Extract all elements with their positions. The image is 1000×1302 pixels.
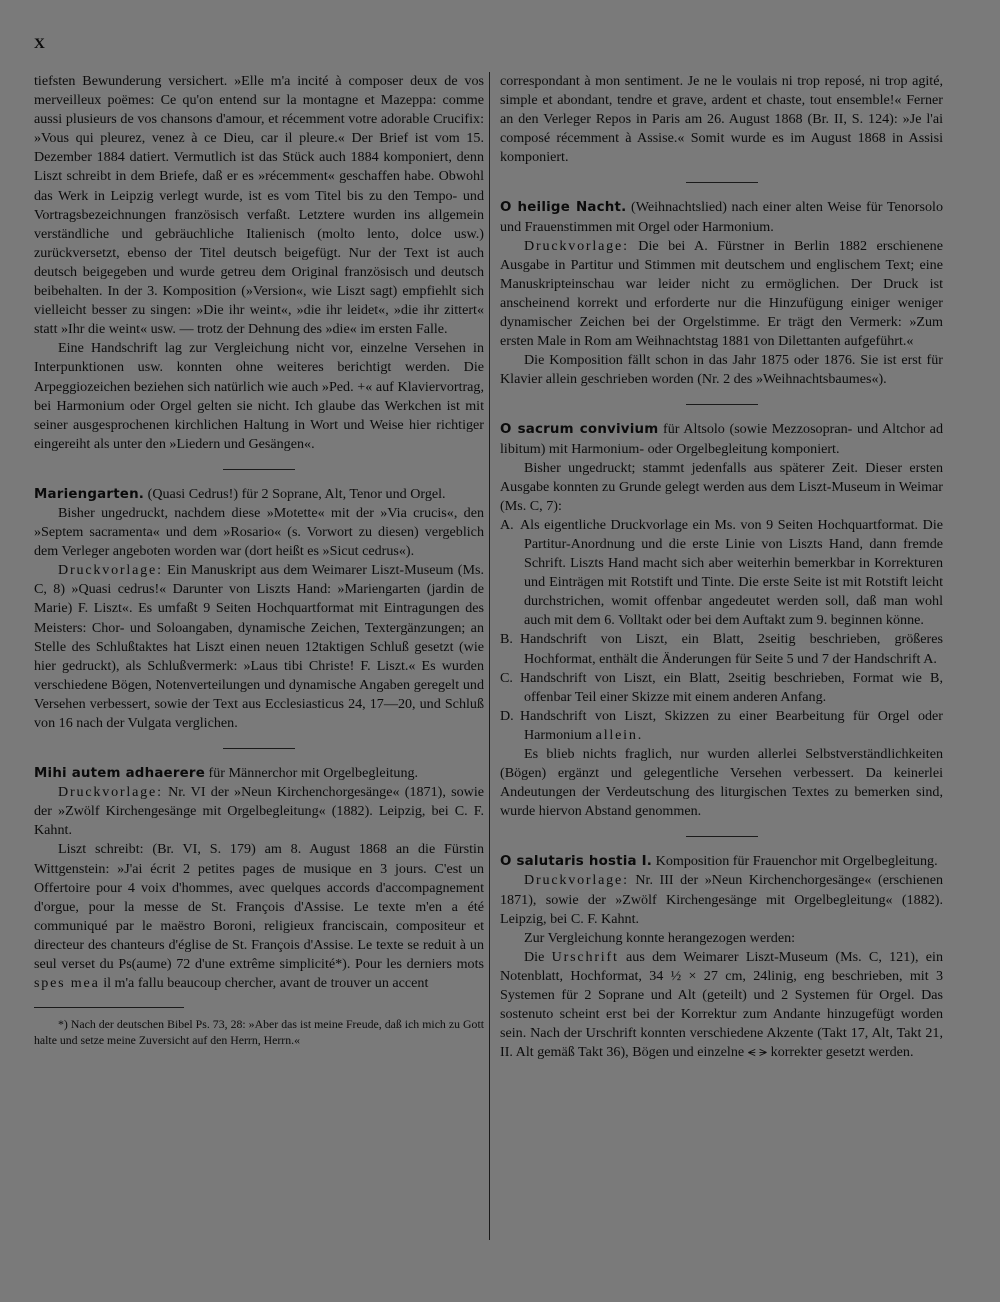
paragraph-sacrum-intro: Bisher ungedruckt; stammt jedenfalls aus späterer Zeit. Dieser ersten Ausgabe konnten zu Grunde gelegt werden aus dem Liszt-Museum in Weimar (Ms. C, 7): bbox=[500, 459, 943, 514]
section-separator bbox=[223, 748, 295, 749]
column-divider bbox=[489, 72, 490, 1240]
list-item-text: Handschrift von Liszt, Skizzen zu einer Bearbeitung für Orgel oder Harmonium bbox=[520, 707, 943, 743]
text-fragment: Die bbox=[524, 948, 545, 965]
list-item-label: D. bbox=[500, 707, 514, 724]
list-item bbox=[500, 669, 943, 707]
druckvorlage-text: Nr. III der »Neun Kirchenchorgesänge« (erschienen 1871), sowie der »Zwölf Kirchengesänge mit Orgelbegleitung« (1882). Leipzig, bei C. F. Kahnt. bbox=[500, 872, 943, 927]
list-item-text: Handschrift von Liszt, ein Blatt, 2seitig beschrieben, Format wie B, offenbar Teil einer Skizze mit einem anderen Anfang. bbox=[520, 669, 943, 705]
paragraph-crucifix-continued: tiefsten Bewunderung versichert. »Elle m'a incité à composer deux de vos merveilleux poëmes: Ce qu'on entend sur la montagne et Mazeppa: comme aussi plusieurs de vos chansons d'amour, et récemment votre adorable Crucifix: »Vous qui pleurez, venez à ce Dieu, car il pleure.« Der Brief ist vom 15. Dezember 1884 datiert. Vermutlich ist das Stück auch 1884 komponiert, denn Liszt schreibt in dem Briefe, daß er es »récemment« geschaffen habe. Obwohl das Werk in Leipzig verlegt wurde, ist es vom Titel bis zu den Tempo- und Vortragsbezeichnungen französisch verfaßt. Letztere wurden ins allgemein verständliche und gebräuchliche Italienisch (molto lento, dolce usw.) zurückversetzt, ebenso der Titel deutsch beigefügt. Nur der Text ist auch deutsch beigegeben und wurde getreu dem Original französisch und deutsch beibehalten. In der 3. Komposition (»Version«, wie Liszt sagt) empfiehlt sich vielleicht besser zu singen: »Die ihr weint«, »die ihr leidet«, »die ihr zittert« statt »Ihr die weint« usw. — trotz der Dehnung des »die« im ersten Falle. bbox=[34, 73, 484, 338]
entry-description: für Männerchor mit Orgelbegleitung. bbox=[208, 765, 419, 782]
spaced-words: Urschrift bbox=[551, 948, 619, 965]
entry-heading: O sacrum convivium bbox=[500, 422, 659, 438]
paragraph-mihi-letter bbox=[34, 840, 484, 993]
entry-description: (Quasi Cedrus!) für 2 Soprane, Alt, Tenor und Orgel. bbox=[147, 485, 446, 502]
section-separator bbox=[686, 182, 758, 183]
entry-mariengarten-title bbox=[10, 485, 484, 504]
list-item bbox=[500, 516, 943, 631]
spaced-words: allein. bbox=[595, 726, 644, 743]
section-separator bbox=[686, 404, 758, 405]
list-item bbox=[500, 707, 943, 745]
entry-salutaris-title bbox=[476, 852, 943, 871]
source-list bbox=[500, 516, 943, 745]
letter-text-end: il m'a fallu beaucoup chercher, avant de trouver un accent bbox=[103, 975, 429, 992]
footnote-rule bbox=[34, 1007, 184, 1008]
druckvorlage-label: Druckvorlage: bbox=[524, 872, 629, 889]
druckvorlage-label: Druckvorlage: bbox=[524, 237, 629, 254]
paragraph-salutaris-urschrift bbox=[500, 948, 943, 1063]
entry-sacrum-convivium-title bbox=[476, 420, 943, 458]
druckvorlage-text: Nr. VI der »Neun Kirchenchorgesänge« (1871), sowie der »Zwölf Kirchengesänge mit Orgelbegleitung« (1882). Leipzig, bei C. F. Kahnt. bbox=[34, 784, 484, 839]
paragraph-sacrum-conclusion: Es blieb nichts fraglich, nur wurden allerlei Selbstverständlichkeiten (Bögen) ergänzt und gelegentliche Versehen verbessert. Da keinerlei Andeutungen der Verdeutschung des liturgischen Textes zu bemerken sind, wurde hiervon Abstand genommen. bbox=[500, 746, 943, 820]
entry-description: Komposition für Frauenchor mit Orgelbegleitung. bbox=[655, 853, 938, 870]
left-column bbox=[34, 72, 484, 1048]
druckvorlage-label: Druckvorlage: bbox=[58, 562, 163, 579]
text-fragment: korrekter gesetzt werden. bbox=[770, 1044, 914, 1061]
entry-heading: O salutaris hostia I. bbox=[500, 854, 653, 870]
druckvorlage-label: Druckvorlage: bbox=[58, 784, 163, 801]
druckvorlage-text: Die bei A. Fürstner in Berlin 1882 erschienene Ausgabe in Partitur und Stimmen mit deutschem und englischem Text; eine Manuskripteinschau war leider nicht zu ermöglichen. Der Druck ist anscheinend korrekt und erforderte nur die Hinzufügung einiger weniger dynamischer Zeichen bei der Orgelstimme. Er trägt den Vermerk: »Zum ersten Male in Rom am Weihnachtstag 1881 von Dilettanten aufgeführt.« bbox=[500, 237, 943, 350]
paragraph-mihi-druckvorlage bbox=[34, 783, 484, 840]
section-separator bbox=[686, 836, 758, 837]
paragraph-handschrift: Eine Handschrift lag zur Vergleichung nicht vor, einzelne Versehen in Interpunktionen usw. konnten ohne weiteres berichtigt werden. Die Arpeggiozeichen beziehen sich natürlich wie auch »Ped. +« auf Klaviervortrag, bei Harmonium oder Orgel gelten sie nicht. Ich glaube das Werkchen ist mit seiner ausgesprochenen kirchlichen Haltung in Wort und Weise hier richtiger eingereiht als unter den »Liedern und Gesängen«. bbox=[34, 340, 484, 452]
entry-heilige-nacht-title bbox=[476, 198, 943, 236]
paragraph-mariengarten-intro: Bisher ungedruckt, nachdem diese »Motette« mit der »Via crucis«, den »Septem sacramenta« und dem »Rosario« (s. Vorwort zu diesen) vergeblich dem Verleger angeboten worden war (dort heißt es »Sicut cedrus«). bbox=[34, 504, 484, 560]
paragraph-mariengarten-druckvorlage bbox=[34, 561, 484, 733]
list-item bbox=[500, 630, 943, 668]
hairpin-symbols: ⪪ ⪫ bbox=[747, 1044, 768, 1061]
footnote: *) Nach der deutschen Bibel Ps. 73, 28: »Aber das ist meine Freude, daß ich mich zu Gott halte und setze meine Zuversicht auf den Herrn, Herrn.« bbox=[34, 1017, 484, 1048]
list-item-text: Als eigentliche Druckvorlage ein Ms. von 9 Seiten Hochquartformat. Die Partitur-Anordnung und die erste Linie von Liszts Hand, dann fremde Schrift. Liszts Hand macht sich aber weiterhin bemerkbar in Korrekturen und Einträgen mit Rotstift und Tinte. Die erste Seite ist mit Rotstift leicht durchstrichen, womit offenbar angedeutet werden soll, daß man wohl auch mit dem 6. Volltakt oder bei dem Auftakt zum 9. beginnen könne. bbox=[520, 516, 943, 629]
section-separator bbox=[223, 469, 295, 470]
paragraph-mihi-continued: correspondant à mon sentiment. Je ne le voulais ni trop reposé, ni trop agité, simple et abondant, tendre et grave, ardent et chaste, tout ensemble!« Ferner an den Verleger Repos in Paris am 26. August 1868 (Br. II, S. 124): »Je l'ai composé récemment à Assise.« Somit wurde es im August 1868 in Assisi komponiert. bbox=[500, 73, 943, 166]
entry-heading: O heilige Nacht. bbox=[500, 200, 627, 216]
letter-text: Liszt schreibt: (Br. VI, S. 179) am 8. August 1868 an die Fürstin Wittgenstein: »J'ai écrit 2 petites pages de musique en 3 jours. C'est un Offertoire pour 4 voix d'hommes, avec quelques accords d'accompagnement d'orgue, pour la messe de St. François d'Assise. Le texte m'en a été communiqué par le maëstro Boroni, religieux franciscain, compositeur et directeur des chanteurs d'église de St. François d'Assise. Le texte se reduit à un seul verset du Ps(aume) 72 d'une extrême simplicité*). Pour les derniers mots bbox=[34, 841, 484, 973]
paragraph-salutaris-druckvorlage bbox=[500, 871, 943, 928]
list-item-text: Handschrift von Liszt, ein Blatt, 2seitig beschrieben, größeres Hochformat, enthält die Änderungen für Seite 5 und 7 der Handschrift A. bbox=[520, 631, 943, 667]
entry-mihi-title bbox=[10, 764, 484, 783]
text-fragment: aus dem Weimarer Liszt-Museum (Ms. C, 121), ein Notenblatt, Hochformat, 34 ½ × 27 cm, 24linig, eng beschrieben, mit 3 Systemen für 2 Soprane und Alt (geteilt) und 2 Systemen für Orgel. Das sostenuto scheint erst bei der Korrektur zum Andante hinzugefügt worden sein. Nach der Urschrift konnten verschiedene Akzente (Takt 17, Alt, Takt 21, II. Alt gemäß Takt 36), Bögen und einzelne bbox=[500, 948, 943, 1061]
druckvorlage-text: Ein Manuskript aus dem Weimarer Liszt-Museum (Ms. C, 8) »Quasi cedrus!« Darunter von Liszts Hand: »Mariengarten (jardin de Marie) F. Liszt«. Es umfaßt 9 Seiten Hochquartformat mit Eintragungen des Meisters: Chor- und Soloangaben, dynamische Zeichen, Textergänzungen; an Stelle des Schlußtaktes hat Liszt einen neuen 12taktigen Schluß gesetzt (wie hier gedruckt), als Schlußvermerk: »Laus tibi Christe! F. Liszt.« Es wurden verschiedene Bögen, Notenverteilungen und dynamische Angaben geregelt und Versehen verbessert, sowie der Text aus Ecclesiasticus 24, 17—20, und Schluß von 16 nach der Vulgata verglichen. bbox=[34, 562, 484, 731]
list-item-label: B. bbox=[500, 631, 513, 648]
paragraph-salutaris-comparison: Zur Vergleichung konnte herangezogen werden: bbox=[524, 929, 796, 946]
spaced-words: spes mea bbox=[34, 975, 100, 992]
entry-heading: Mihi autem adhaerere bbox=[34, 766, 206, 782]
paragraph-nacht-date: Die Komposition fällt schon in das Jahr 1875 oder 1876. Sie ist erst für Klavier allein geschrieben worden (Nr. 2 des »Weihnachtsbaumes«). bbox=[500, 352, 943, 388]
entry-description: für Altsolo (sowie Mezzosopran- und Altchor ad libitum) mit Harmonium- oder Orgelbegleitung komponiert. bbox=[500, 421, 943, 457]
right-column bbox=[500, 72, 943, 1062]
list-item-label: C. bbox=[500, 669, 513, 686]
list-item-label: A. bbox=[500, 516, 514, 533]
entry-description: (Weihnachtslied) nach einer alten Weise für Tenorsolo und Frauenstimmen mit Orgel oder Harmonium. bbox=[500, 199, 943, 235]
entry-heading: Mariengarten. bbox=[34, 486, 145, 502]
page-number: X bbox=[34, 36, 45, 52]
paragraph-nacht-druckvorlage bbox=[500, 237, 943, 352]
